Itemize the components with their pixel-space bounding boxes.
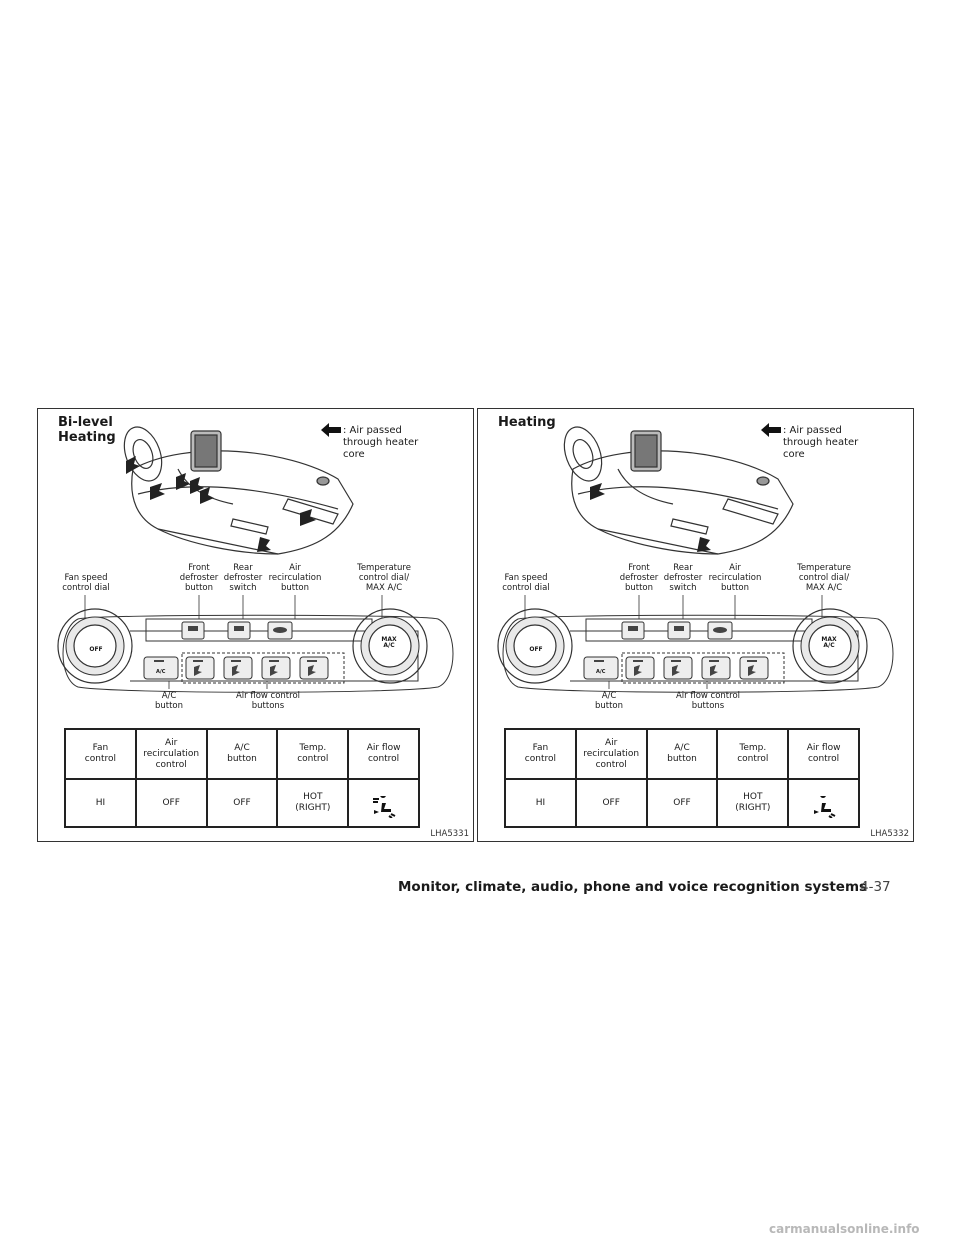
header-ac-button: A/C button	[207, 729, 278, 779]
figure-code: LHA5332	[870, 829, 909, 839]
page-footer	[398, 879, 918, 899]
label-fan-speed: Fan speed control dial	[62, 573, 110, 593]
foot-icon	[809, 796, 839, 818]
header-ac-button: A/C button	[647, 729, 718, 779]
value-temp-control: HOT (RIGHT)	[717, 779, 788, 827]
legend-text: : Air passed through heater core	[783, 425, 859, 460]
header-fan-control: Fan control	[65, 729, 136, 779]
dial-max-ac-text: MAX A/C	[381, 636, 397, 649]
airflow-arrows	[590, 483, 711, 552]
header-temp-control: Temp. control	[717, 729, 788, 779]
value-air-flow-control	[788, 779, 859, 827]
figure-code: LHA5331	[430, 829, 469, 839]
label-rear-defroster: Rear defroster switch	[663, 563, 703, 593]
page-number: 4-37	[860, 879, 891, 895]
header-air-recirculation: Air recirculation control	[136, 729, 207, 779]
header-air-recirculation: Air recirculation control	[576, 729, 647, 779]
label-rear-defroster: Rear defroster switch	[223, 563, 263, 593]
header-air-flow-control: Air flow control	[348, 729, 419, 779]
label-air-recirculation: Air recirculation button	[708, 563, 762, 593]
header-fan-control: Fan control	[505, 729, 576, 779]
settings-table	[504, 728, 860, 828]
label-temperature: Temperature control dial/ MAX A/C	[357, 563, 411, 593]
figure-heating	[477, 408, 914, 842]
label-fan-speed: Fan speed control dial	[502, 573, 550, 593]
value-air-recirculation: OFF	[576, 779, 647, 827]
settings-table	[64, 728, 420, 828]
label-ac-button: A/C button	[154, 691, 184, 711]
header-temp-control: Temp. control	[277, 729, 348, 779]
value-fan-control: HI	[505, 779, 576, 827]
header-air-flow-control: Air flow control	[788, 729, 859, 779]
value-ac-button: OFF	[647, 779, 718, 827]
dial-max-ac-text: MAX A/C	[821, 636, 837, 649]
figure-bi-level-heating	[37, 408, 474, 842]
value-air-recirculation: OFF	[136, 779, 207, 827]
value-temp-control: HOT (RIGHT)	[277, 779, 348, 827]
value-fan-control: HI	[65, 779, 136, 827]
value-ac-button: OFF	[207, 779, 278, 827]
ac-button-text: A/C	[596, 669, 606, 675]
arrow-icon	[761, 423, 781, 437]
label-front-defroster: Front defroster button	[179, 563, 219, 593]
dial-off-text: OFF	[529, 646, 543, 653]
legend-text: : Air passed through heater core	[343, 425, 419, 460]
figure-title: Heating	[498, 415, 556, 430]
airflow-arrows	[126, 456, 316, 552]
dial-off-text: OFF	[89, 646, 103, 653]
value-air-flow-control	[348, 779, 419, 827]
section-title: Monitor, climate, audio, phone and voice recognition systems	[398, 879, 868, 895]
arrow-icon	[321, 423, 341, 437]
label-air-recirculation: Air recirculation button	[268, 563, 322, 593]
label-front-defroster: Front defroster button	[619, 563, 659, 593]
label-temperature: Temperature control dial/ MAX A/C	[797, 563, 851, 593]
label-ac-button: A/C button	[594, 691, 624, 711]
label-air-flow-buttons: Air flow control buttons	[675, 691, 741, 711]
bi-level-icon	[369, 796, 399, 818]
label-air-flow-buttons: Air flow control buttons	[235, 691, 301, 711]
watermark: carmanualsonline.info	[769, 1222, 920, 1236]
figure-title: Bi-level Heating	[58, 415, 116, 445]
ac-button-text: A/C	[156, 669, 166, 675]
